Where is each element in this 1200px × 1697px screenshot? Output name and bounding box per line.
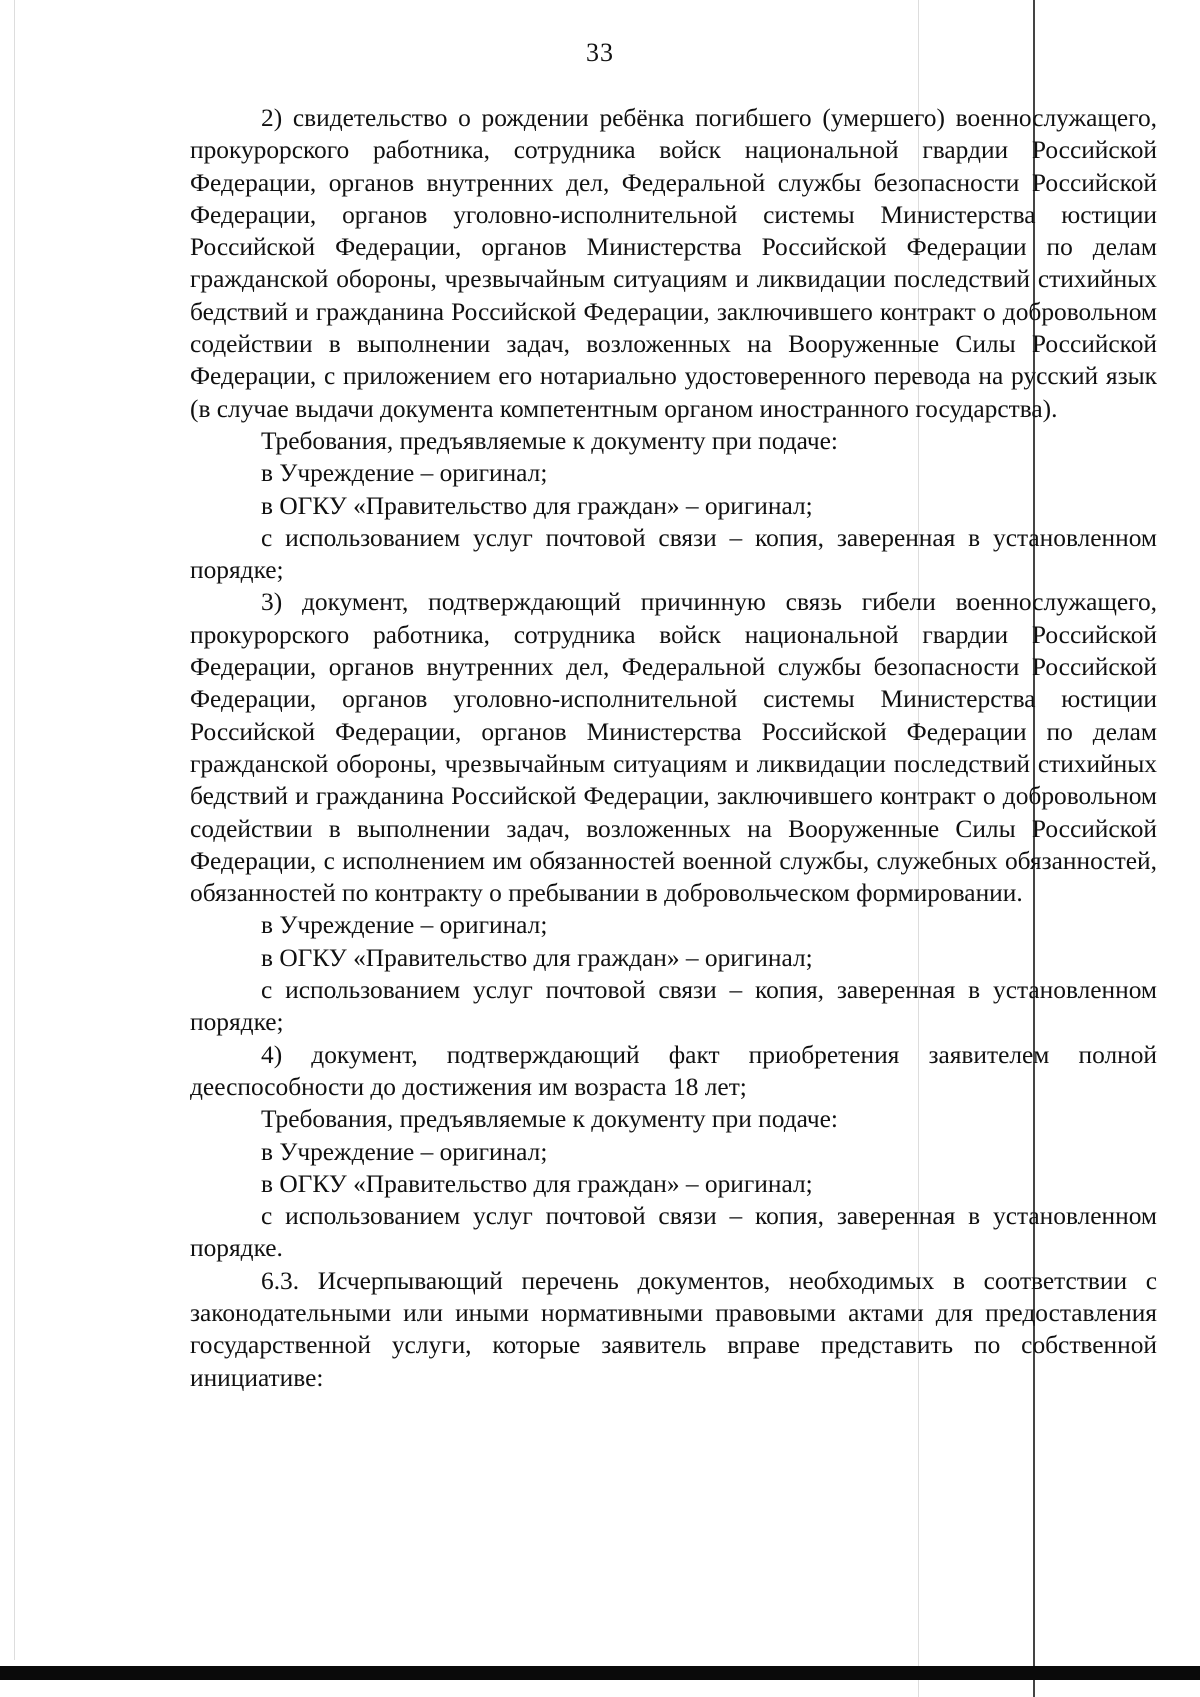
paragraph: Требования, предъявляемые к документу при подаче: <box>261 1105 838 1134</box>
paragraph: в Учреждение – оригинал; <box>261 911 548 940</box>
paragraph: в ОГКУ «Правительство для граждан» – оригинал; <box>261 1169 813 1198</box>
paragraph: в Учреждение – оригинал; <box>261 459 548 488</box>
paragraph: с использованием услуг почтовой связи – копия, заверенная в установленном порядке; <box>190 976 1157 1037</box>
paragraph: в ОГКУ «Правительство для граждан» – оригинал; <box>261 491 813 520</box>
document-body <box>190 102 1157 1394</box>
paragraph: в ОГКУ «Правительство для граждан» – оригинал; <box>261 943 813 972</box>
scan-bottom-border <box>0 1666 1200 1680</box>
paragraph: с использованием услуг почтовой связи – копия, заверенная в установленном порядке. <box>190 1202 1157 1263</box>
paragraph: 3) документ, подтверждающий причинную связь гибели военнослужащего, прокурорского работника, сотрудника войск национальной гвардии Российской Федерации, органов внутренних дел, Федеральной службы безопасности Российской Федерации, органов уголовно-исполнительной системы Министерства юстиции Российской Федерации, органов Министерства Российской Федерации по делам гражданской обороны, чрезвычайным ситуациям и ликвидации последствий стихийных бедствий и гражданина Российской Федерации, заключившего контракт о добровольном содействии в выполнении задач, возложенных на Вооруженные Силы Российской Федерации, с исполнением им обязанностей военной службы, служебных обязанностей, обязанностей по контракту о пребывании в добровольческом формировании. <box>190 588 1157 908</box>
page-number: 33 <box>586 38 614 67</box>
paragraph: Требования, предъявляемые к документу при подаче: <box>261 426 838 455</box>
paragraph: с использованием услуг почтовой связи – копия, заверенная в установленном порядке; <box>190 523 1157 585</box>
scan-edge-line <box>14 0 15 1660</box>
paragraph: 6.3. Исчерпывающий перечень документов, необходимых в соответствии с законодательными или иными нормативными правовыми актами для предоставления государственной услуги, которые заявитель вправе представить по собственной инициативе: <box>190 1266 1157 1392</box>
paragraph: 4) документ, подтверждающий факт приобретения заявителем полной дееспособности до достижения им возраста 18 лет; <box>190 1040 1157 1101</box>
paragraph: в Учреждение – оригинал; <box>261 1137 548 1166</box>
paragraph: 2) свидетельство о рождении ребёнка погибшего (умершего) военнослужащего, прокурорского работника, сотрудника войск национальной гвардии Российской Федерации, органов внутренних дел, Федеральной службы безопасности Российской Федерации, органов уголовно-исполнительной системы Министерства юстиции Российской Федерации, органов Министерства Российской Федерации по делам гражданской обороны, чрезвычайным ситуациям и ликвидации последствий стихийных бедствий и гражданина Российской Федерации, заключившего контракт о добровольном содействии в выполнении задач, возложенных на Вооруженные Силы Российской Федерации, с приложением его нотариально удостоверенного перевода на русский язык (в случае выдачи документа компетентным органом иностранного государства). <box>190 104 1157 423</box>
